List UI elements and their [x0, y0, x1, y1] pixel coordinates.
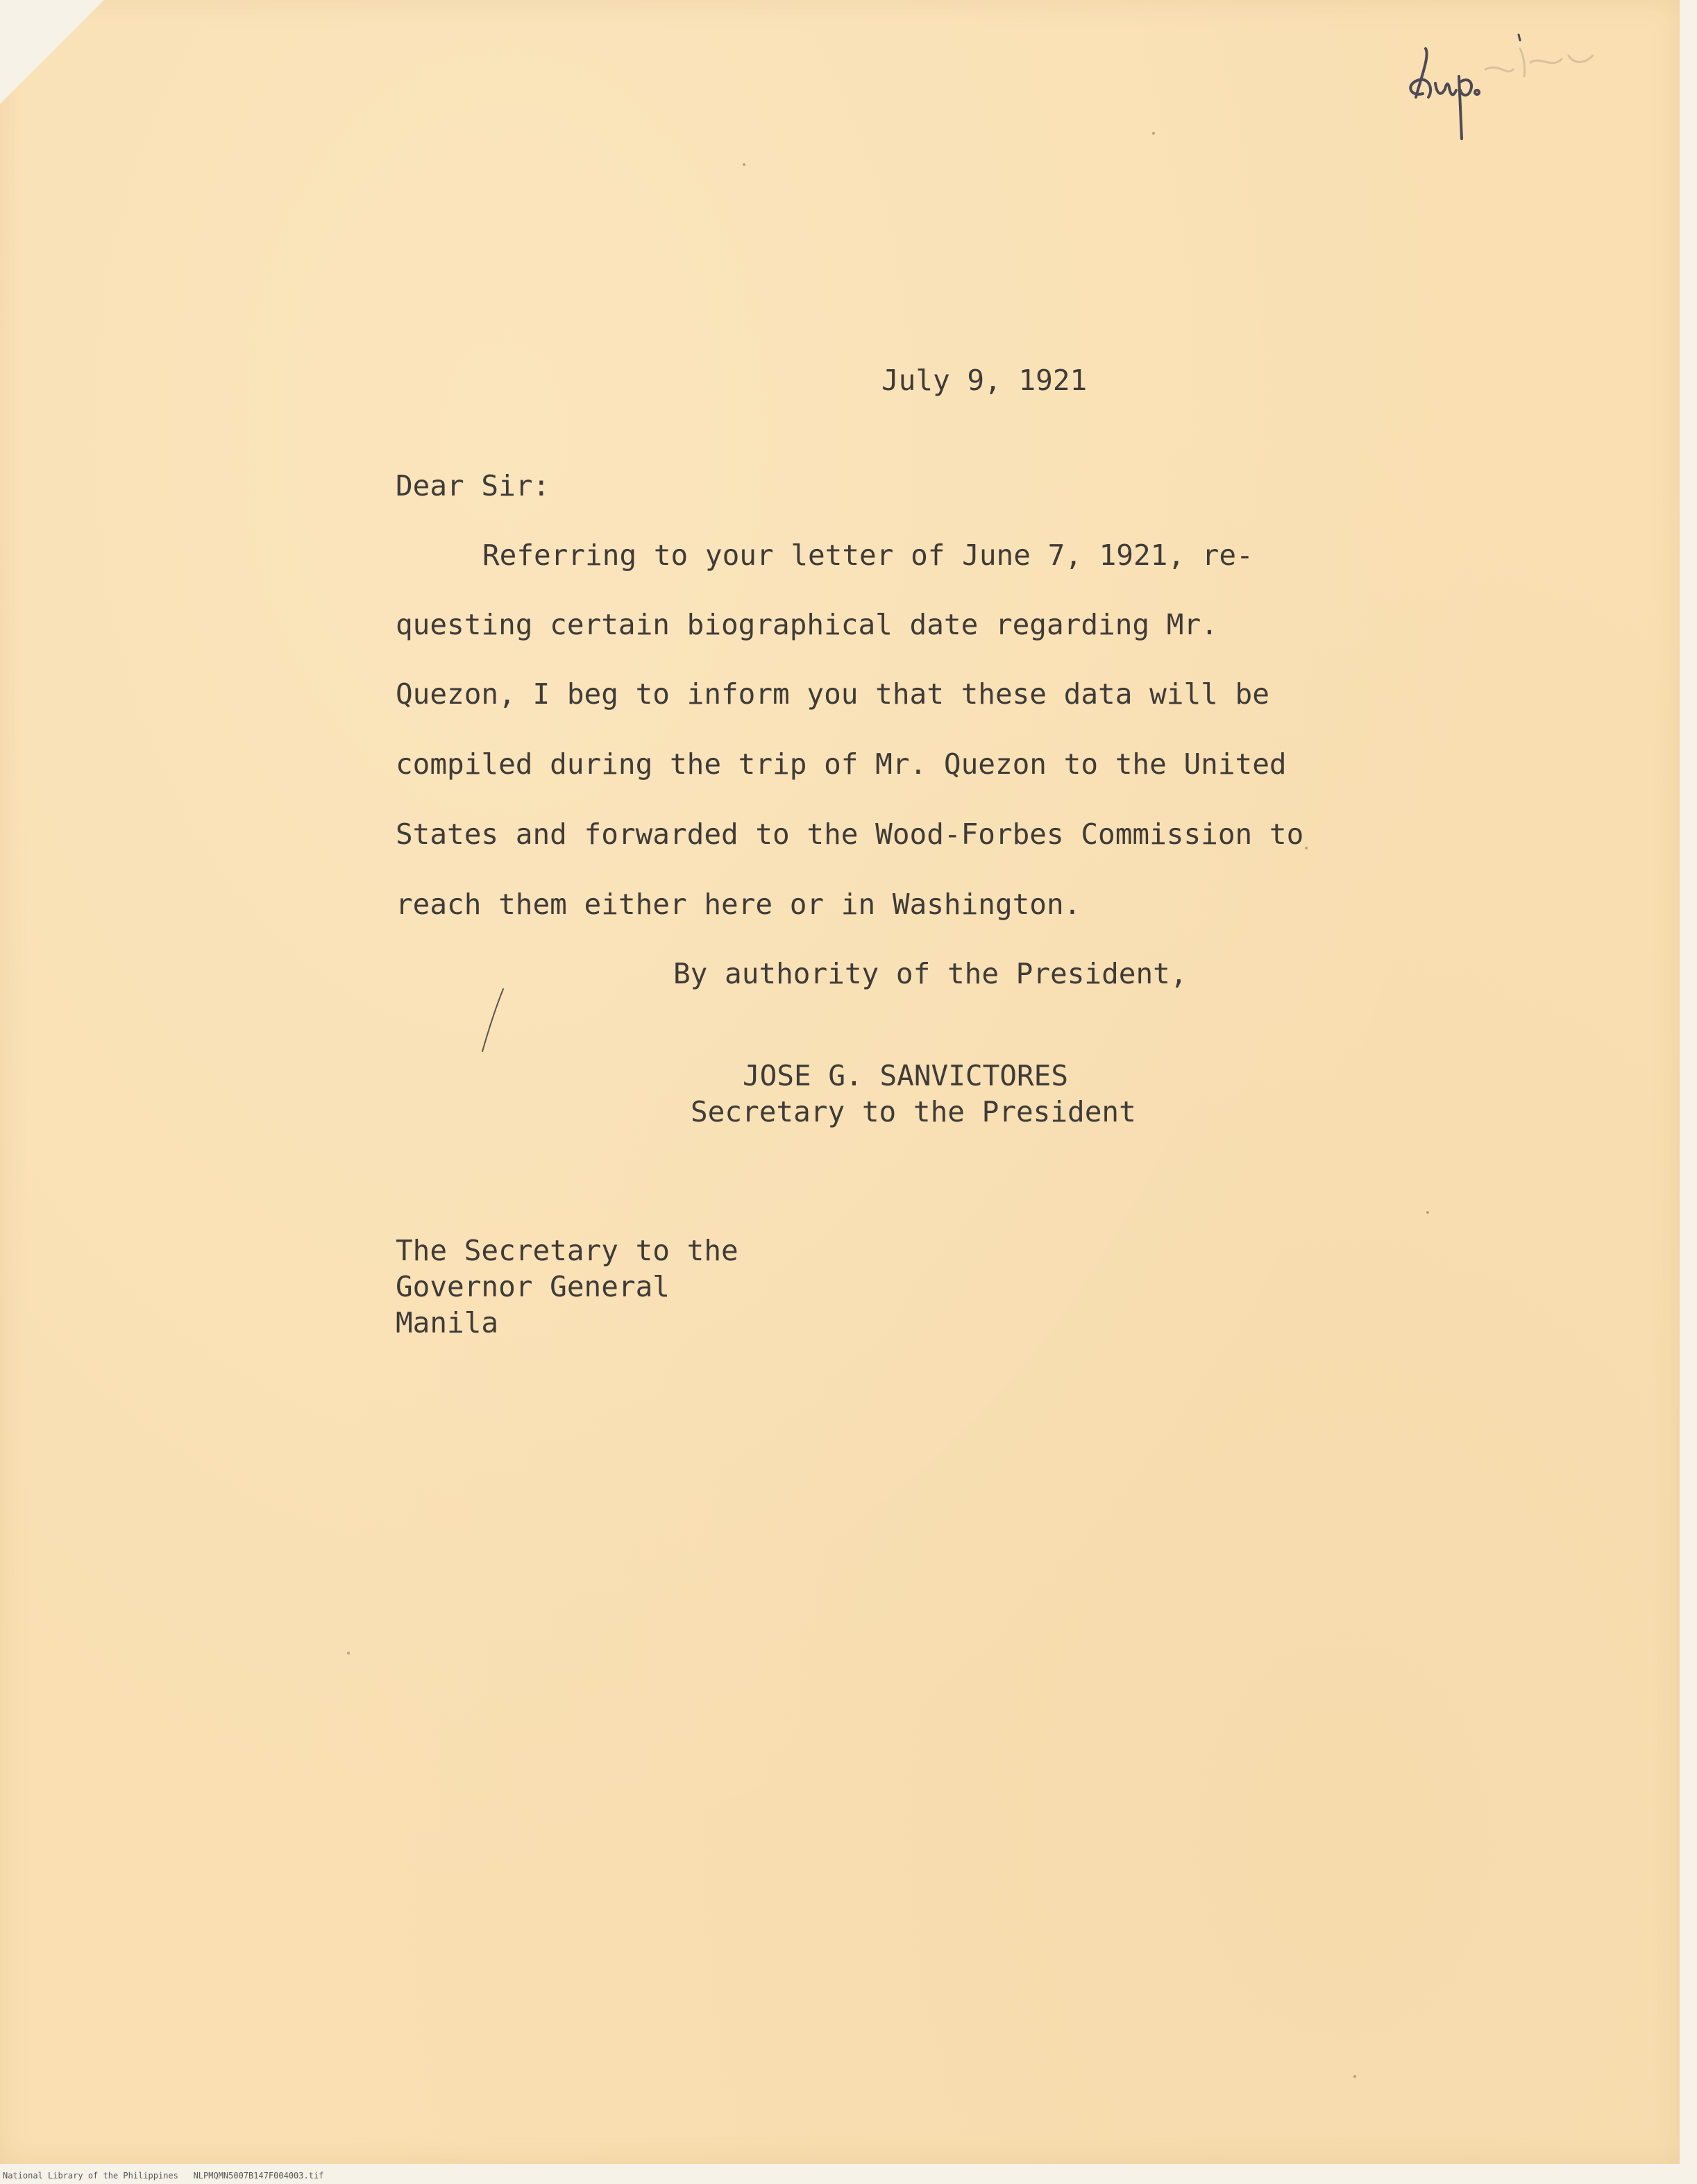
recipient-line: Manila — [396, 1306, 499, 1339]
body-line: questing certain biographical date regarding Mr. — [396, 608, 1218, 641]
recipient-line: Governor General — [396, 1270, 670, 1303]
salutation: Dear Sir: — [396, 469, 550, 502]
paper-speck — [1305, 847, 1308, 849]
archive-filename: NLPMQMN5007B147F004003.tif — [193, 2171, 324, 2181]
body-line: compiled during the trip of Mr. Quezon to the United — [396, 747, 1287, 781]
signatory-name: JOSE G. SANVICTORES — [743, 1059, 1068, 1092]
paper-speck — [1426, 1211, 1429, 1214]
body-line: Quezon, I beg to inform you that these data will be — [396, 677, 1269, 711]
paper-speck — [347, 1652, 350, 1654]
body-line: States and forwarded to the Wood-Forbes Commission to — [396, 818, 1304, 851]
closing-line: By authority of the President, — [673, 957, 1188, 990]
pen-stroke-mark — [475, 985, 517, 1055]
paper-speck — [1353, 2075, 1356, 2078]
archive-label: National Library of the Philippines — [3, 2171, 178, 2181]
recipient-line: The Secretary to the — [396, 1234, 738, 1267]
paper-speck — [1152, 132, 1155, 135]
handwritten-duplicate-note — [1402, 28, 1624, 153]
archive-footer — [3, 2171, 323, 2181]
letter-date: July 9, 1921 — [881, 364, 1088, 397]
worn-corner — [0, 0, 104, 104]
body-line: reach them either here or in Washington. — [396, 888, 1081, 921]
paper-speck — [743, 163, 745, 166]
body-line: Referring to your letter of June 7, 1921, re- — [482, 539, 1253, 572]
signatory-title: Secretary to the President — [691, 1095, 1136, 1128]
